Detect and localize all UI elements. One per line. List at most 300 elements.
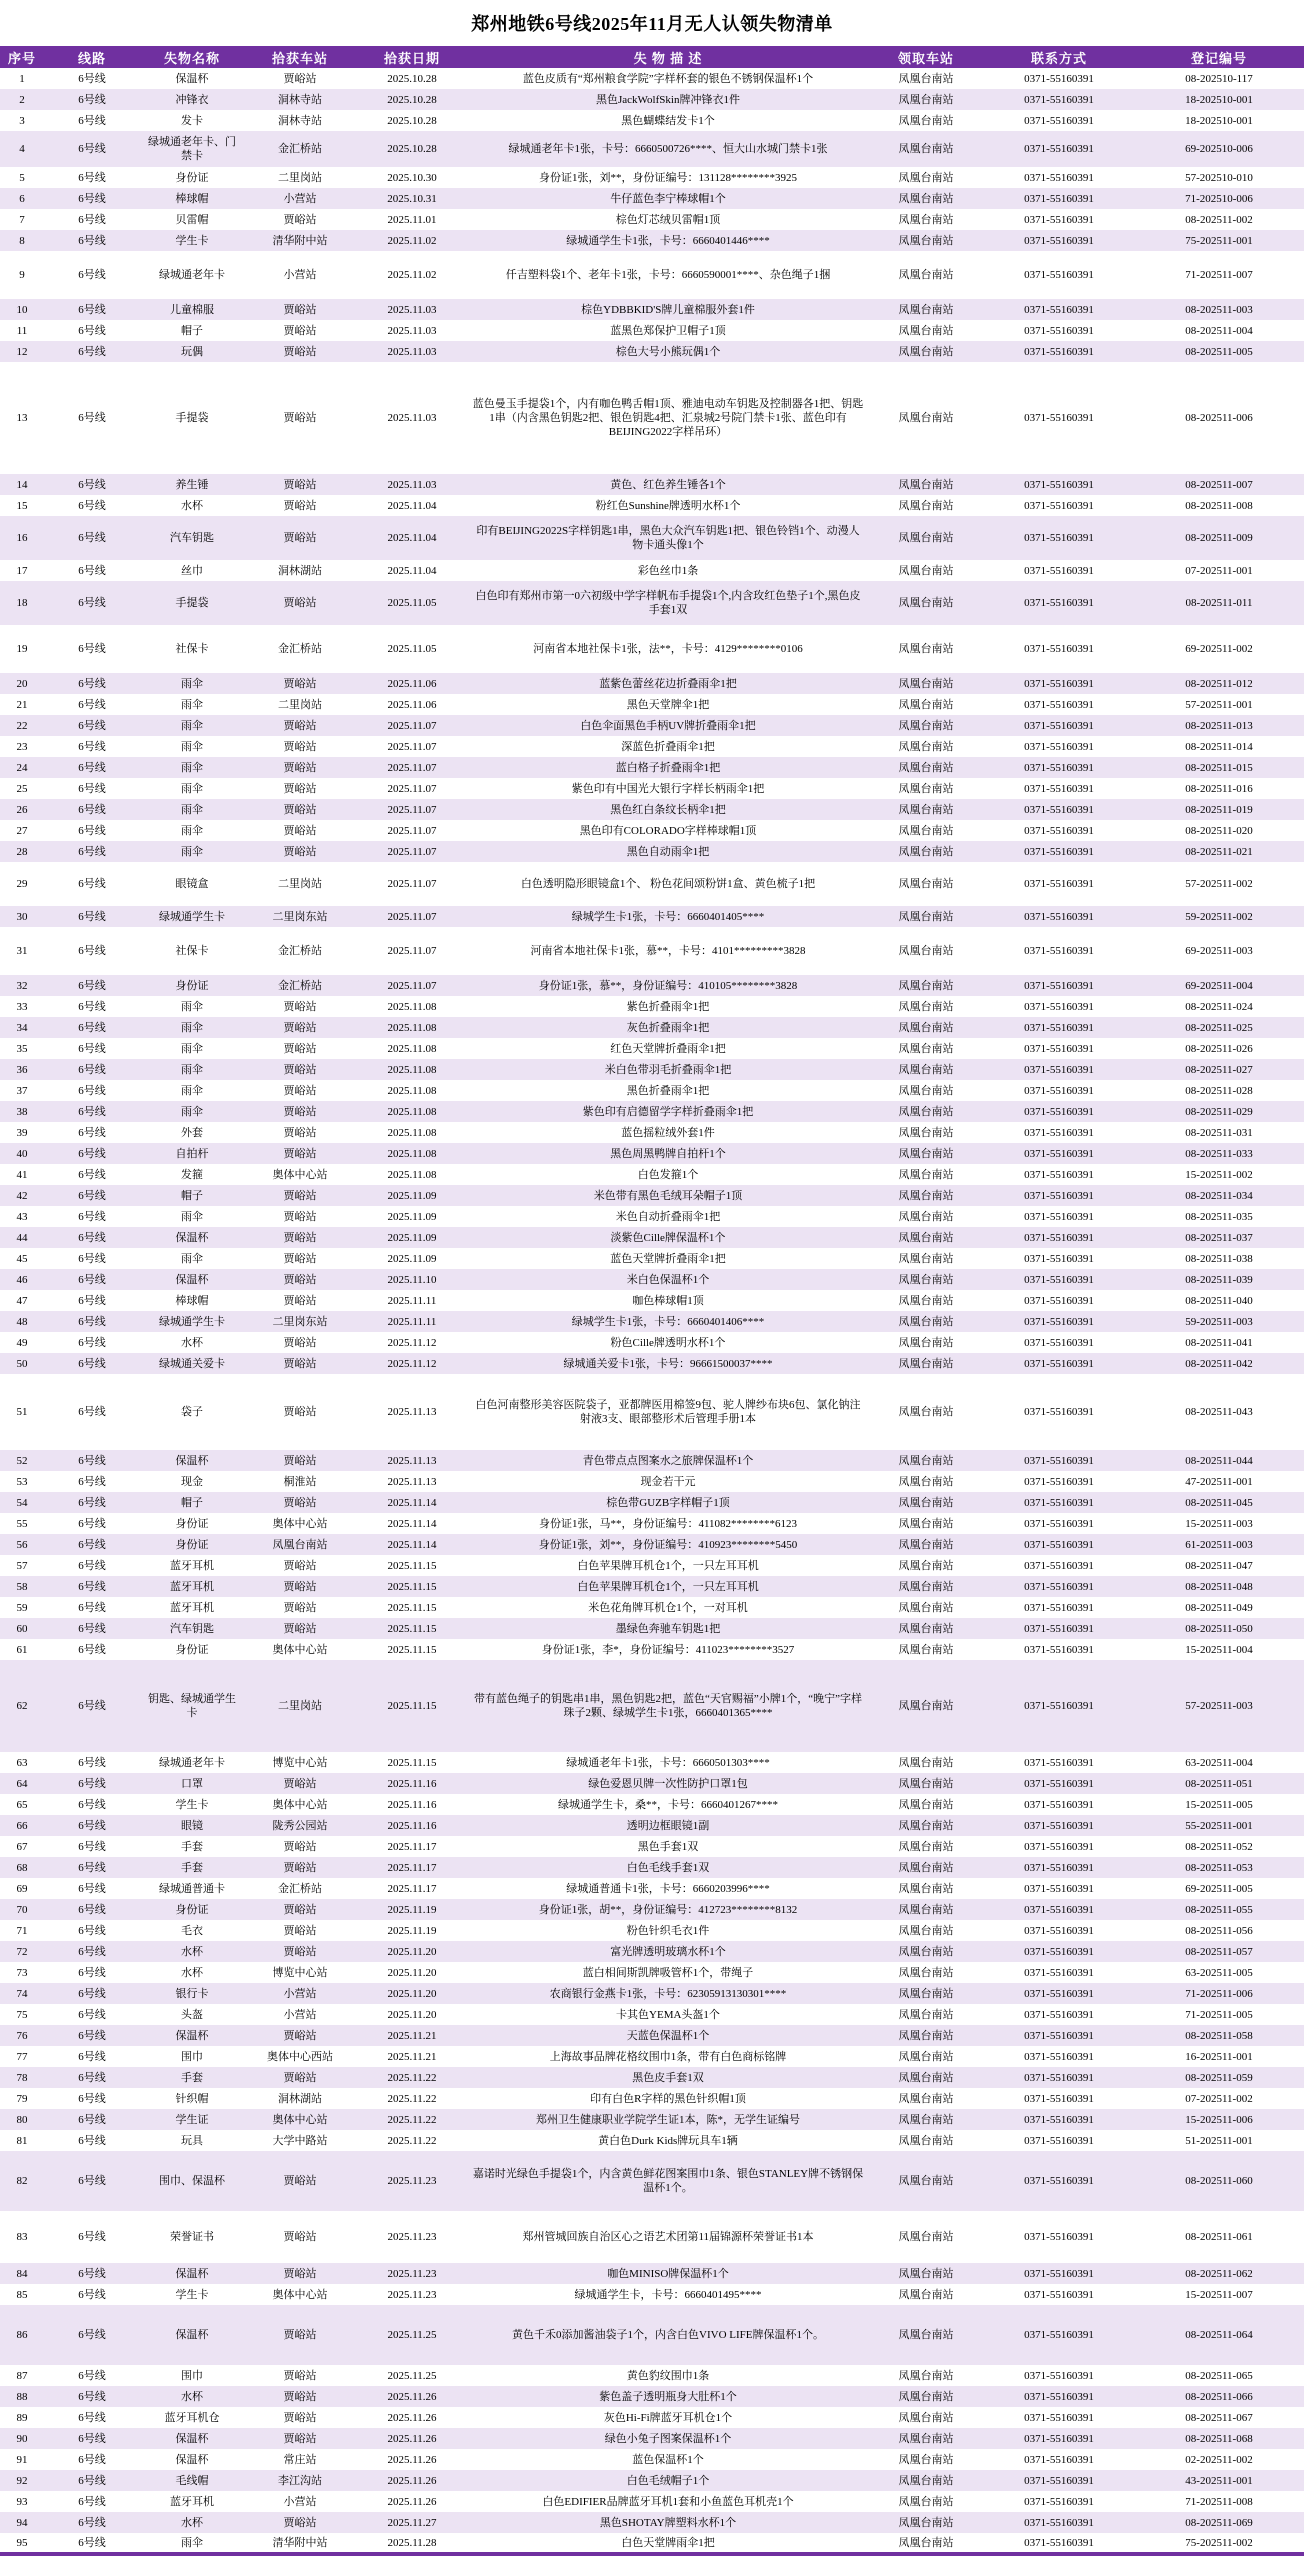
- cell-index: 58: [16, 1580, 28, 1593]
- cell-description: 粉色Cille牌透明水杯1个: [610, 1336, 726, 1349]
- cell-line: 6号线: [78, 1475, 106, 1488]
- cell-line: 6号线: [78, 2092, 106, 2105]
- table-row: [0, 1248, 1304, 1269]
- cell-pickup-station: 凤凰台南站: [898, 2536, 954, 2549]
- cell-found-station: 贾峪站: [283, 1622, 317, 1635]
- cell-contact: 0371-55160391: [1024, 1840, 1094, 1853]
- cell-index: 36: [16, 1063, 28, 1076]
- cell-found-station: 金汇桥站: [278, 979, 322, 992]
- cell-index: 18: [16, 597, 28, 609]
- cell-contact: 0371-55160391: [1024, 1021, 1094, 1034]
- cell-contact: 0371-55160391: [1024, 1168, 1094, 1181]
- cell-index: 79: [16, 2092, 28, 2105]
- cell-description: 身份证1张，李*，身份证编号：411023********3527: [541, 1643, 795, 1656]
- cell-found-station: 贾峪站: [283, 761, 317, 774]
- cell-registration-no: 63-202511-004: [1185, 1756, 1253, 1769]
- cell-pickup-station: 凤凰台南站: [898, 1147, 954, 1160]
- cell-index: 43: [16, 1210, 28, 1223]
- cell-description: 蓝色摇粒绒外套1件: [621, 1126, 715, 1139]
- cell-item-name: 毛线帽: [175, 2474, 209, 2487]
- cell-found-date: 2025.11.26: [387, 2411, 437, 2424]
- table-row: [0, 2263, 1304, 2284]
- table-row: [0, 1555, 1304, 1576]
- cell-line: 6号线: [78, 143, 106, 155]
- cell-index: 10: [16, 303, 28, 316]
- cell-item-name: 雨伞: [181, 782, 203, 795]
- cell-found-date: 2025.11.15: [387, 1756, 437, 1769]
- cell-registration-no: 08-202511-031: [1185, 1126, 1253, 1139]
- cell-registration-no: 08-202511-059: [1185, 2071, 1253, 2084]
- cell-description: 蓝色天堂牌折叠雨伞1把: [610, 1252, 726, 1265]
- cell-pickup-station: 凤凰台南站: [898, 269, 954, 281]
- cell-description: 棕色带GUZB字样帽子1顶: [606, 1496, 730, 1509]
- cell-found-station: 贾峪站: [283, 2267, 317, 2280]
- cell-index: 91: [16, 2453, 28, 2466]
- cell-line: 6号线: [78, 499, 106, 512]
- cell-index: 8: [19, 234, 25, 247]
- col-header-description: 失 物 描 述: [468, 46, 868, 68]
- cell-registration-no: 15-202511-006: [1185, 2113, 1253, 2126]
- cell-description: 白色发箍1个: [637, 1168, 699, 1181]
- cell-found-station: 奥体中心站: [272, 2113, 328, 2126]
- cell-index: 93: [16, 2495, 28, 2508]
- cell-line: 6号线: [78, 2495, 106, 2508]
- cell-line: 6号线: [78, 345, 106, 358]
- cell-index: 26: [16, 803, 28, 816]
- cell-found-date: 2025.11.19: [387, 1903, 437, 1916]
- cell-index: 84: [16, 2267, 28, 2280]
- cell-pickup-station: 凤凰台南站: [898, 1840, 954, 1853]
- cell-pickup-station: 凤凰台南站: [898, 564, 954, 577]
- cell-found-station: 贾峪站: [283, 1840, 317, 1853]
- cell-pickup-station: 凤凰台南站: [898, 1700, 954, 1712]
- cell-description: 蓝白格子折叠雨伞1把: [615, 761, 721, 774]
- table-row: [0, 68, 1304, 89]
- cell-contact: 0371-55160391: [1024, 1559, 1094, 1572]
- cell-line: 6号线: [78, 324, 106, 337]
- cell-found-station: 贾峪站: [283, 1063, 317, 1076]
- table-row: [0, 1311, 1304, 1332]
- cell-index: 29: [16, 878, 28, 890]
- table-row: [0, 841, 1304, 862]
- cell-registration-no: 08-202511-067: [1185, 2411, 1253, 2424]
- cell-contact: 0371-55160391: [1024, 1777, 1094, 1790]
- cell-pickup-station: 凤凰台南站: [898, 2288, 954, 2301]
- cell-description: 蓝黑色郑保护卫帽子1顶: [610, 324, 726, 337]
- cell-description: 农商银行金燕卡1张，卡号：62305913130301****: [549, 1987, 787, 2000]
- table-row: [0, 209, 1304, 230]
- table-row: [0, 1185, 1304, 1206]
- cell-registration-no: 08-202511-066: [1185, 2390, 1253, 2403]
- cell-contact: 0371-55160391: [1024, 114, 1094, 127]
- cell-description: 白色EDIFIER品牌蓝牙耳机1套和小鱼蓝色耳机壳1个: [542, 2495, 794, 2508]
- cell-contact: 0371-55160391: [1024, 2008, 1094, 2021]
- cell-description: 白色河南整形美容医院袋子，亚都牌医用棉签9包、驼人牌纱布块6包、氯化钠注射液3支、眼部整形术后管理手册1本: [475, 1399, 861, 1425]
- cell-found-station: 奥体中心站: [272, 1517, 328, 1530]
- cell-description: 米白色带羽毛折叠雨伞1把: [604, 1063, 732, 1076]
- cell-item-name: 围巾、保温杯: [159, 2175, 225, 2187]
- cell-item-name: 雨伞: [181, 761, 203, 774]
- cell-contact: 0371-55160391: [1024, 643, 1094, 655]
- cell-description: 郑州管城回族自治区心之语艺术团第11届锦源杯荣誉证书1本: [522, 2231, 814, 2243]
- cell-line: 6号线: [78, 878, 106, 890]
- table-row: [0, 2211, 1304, 2263]
- cell-description: 黑色皮手套1双: [632, 2071, 704, 2084]
- cell-contact: 0371-55160391: [1024, 910, 1094, 923]
- cell-line: 6号线: [78, 303, 106, 316]
- cell-contact: 0371-55160391: [1024, 1517, 1094, 1530]
- col-header-registration-no: 登记编号: [1134, 46, 1304, 68]
- cell-description: 河南省本地社保卡1张，慕**，卡号：4101*********3828: [530, 945, 806, 957]
- cell-item-name: 雨伞: [181, 803, 203, 816]
- table-row: [0, 1471, 1304, 1492]
- cell-description: 青色带点点图案水之旅牌保温杯1个: [582, 1454, 754, 1467]
- cell-line: 6号线: [78, 1454, 106, 1467]
- lost-items-table: [0, 46, 1304, 2556]
- cell-found-date: 2025.11.21: [387, 2029, 437, 2042]
- cell-pickup-station: 凤凰台南站: [898, 2495, 954, 2508]
- cell-index: 16: [16, 532, 28, 544]
- table-row: [0, 927, 1304, 975]
- cell-found-date: 2025.11.23: [387, 2231, 437, 2243]
- table-row: [0, 474, 1304, 495]
- cell-registration-no: 18-202510-001: [1185, 93, 1253, 106]
- cell-description: 蓝色曼玉手提袋1个，内有咖色鸭舌帽1顶、雅迪电动车钥匙及控制器各1把、钥匙1串（内含黑色钥匙2把、银色钥匙4把、汇泉城2号院门禁卡1张、蓝色印有BEIJING2022字样吊环）: [472, 398, 864, 438]
- cell-index: 61: [16, 1643, 28, 1656]
- cell-pickup-station: 凤凰台南站: [898, 1538, 954, 1551]
- col-header-line: 线路: [44, 46, 140, 68]
- cell-index: 89: [16, 2411, 28, 2424]
- cell-found-date: 2025.11.05: [387, 643, 437, 655]
- table-row: [0, 736, 1304, 757]
- cell-index: 3: [19, 114, 25, 127]
- cell-found-station: 奥体中心西站: [267, 2050, 333, 2063]
- cell-pickup-station: 凤凰台南站: [898, 1882, 954, 1895]
- cell-found-date: 2025.11.09: [387, 1210, 437, 1223]
- cell-found-date: 2025.11.06: [387, 698, 437, 711]
- table-row: [0, 1899, 1304, 1920]
- cell-pickup-station: 凤凰台南站: [898, 1273, 954, 1286]
- cell-registration-no: 71-202511-008: [1185, 2495, 1253, 2508]
- cell-found-station: 小营站: [283, 2008, 317, 2021]
- cell-registration-no: 57-202511-002: [1185, 878, 1253, 890]
- cell-pickup-station: 凤凰台南站: [898, 1580, 954, 1593]
- cell-pickup-station: 凤凰台南站: [898, 1454, 954, 1467]
- cell-contact: 0371-55160391: [1024, 1945, 1094, 1958]
- cell-item-name: 蓝牙耳机: [170, 1601, 214, 1614]
- cell-found-station: 贾峪站: [283, 1903, 317, 1916]
- cell-item-name: 手套: [181, 1861, 203, 1874]
- cell-line: 6号线: [78, 1559, 106, 1572]
- cell-line: 6号线: [78, 72, 106, 85]
- cell-pickup-station: 凤凰台南站: [898, 2329, 954, 2341]
- cell-found-date: 2025.11.07: [387, 803, 437, 816]
- cell-index: 48: [16, 1315, 28, 1328]
- cell-found-date: 2025.11.09: [387, 1189, 437, 1202]
- cell-registration-no: 08-202511-014: [1185, 740, 1253, 753]
- cell-registration-no: 08-202511-058: [1185, 2029, 1253, 2042]
- cell-item-name: 水杯: [181, 2516, 203, 2529]
- cell-description: 绿城通普通卡1张，卡号：6660203996****: [566, 1882, 770, 1895]
- cell-index: 50: [16, 1357, 28, 1370]
- cell-pickup-station: 凤凰台南站: [898, 910, 954, 923]
- cell-found-station: 贾峪站: [283, 412, 317, 424]
- cell-index: 41: [16, 1168, 28, 1181]
- cell-contact: 0371-55160391: [1024, 2329, 1094, 2341]
- cell-registration-no: 08-202511-034: [1185, 1189, 1253, 1202]
- table-row: [0, 581, 1304, 625]
- cell-found-station: 贾峪站: [283, 1147, 317, 1160]
- cell-line: 6号线: [78, 478, 106, 491]
- cell-pickup-station: 凤凰台南站: [898, 597, 954, 609]
- cell-found-date: 2025.11.25: [387, 2369, 437, 2382]
- cell-registration-no: 08-202511-043: [1185, 1406, 1253, 1418]
- cell-found-station: 贾峪站: [283, 1336, 317, 1349]
- cell-index: 31: [16, 945, 28, 957]
- cell-description: 黑色红白条纹长柄伞1把: [610, 803, 726, 816]
- table-row: [0, 251, 1304, 299]
- cell-found-date: 2025.11.20: [387, 2008, 437, 2021]
- table-row: [0, 757, 1304, 778]
- cell-found-date: 2025.11.07: [387, 945, 437, 957]
- cell-line: 6号线: [78, 1798, 106, 1811]
- cell-registration-no: 08-202511-013: [1185, 719, 1253, 732]
- cell-pickup-station: 凤凰台南站: [898, 303, 954, 316]
- cell-pickup-station: 凤凰台南站: [898, 1496, 954, 1509]
- cell-pickup-station: 凤凰台南站: [898, 2432, 954, 2445]
- cell-item-name: 保温杯: [175, 2267, 209, 2280]
- cell-contact: 0371-55160391: [1024, 1406, 1094, 1418]
- cell-item-name: 围巾: [181, 2050, 203, 2063]
- cell-contact: 0371-55160391: [1024, 1315, 1094, 1328]
- cell-found-station: 贾峪站: [283, 1231, 317, 1244]
- cell-found-date: 2025.11.20: [387, 1987, 437, 2000]
- col-header-pickup-station: 领取车站: [868, 46, 984, 68]
- cell-item-name: 钥匙、绿城通学生卡: [148, 1693, 236, 1719]
- cell-description: 绿城通学生卡，桑**，卡号：6660401267****: [558, 1798, 778, 1811]
- cell-registration-no: 15-202511-002: [1185, 1168, 1253, 1181]
- cell-registration-no: 57-202511-003: [1185, 1700, 1253, 1712]
- cell-contact: 0371-55160391: [1024, 945, 1094, 957]
- cell-item-name: 雨伞: [181, 677, 203, 690]
- cell-contact: 0371-55160391: [1024, 1861, 1094, 1874]
- cell-index: 37: [16, 1084, 28, 1097]
- cell-line: 6号线: [78, 2453, 106, 2466]
- cell-found-station: 小营站: [283, 1987, 317, 2000]
- cell-index: 39: [16, 1126, 28, 1139]
- cell-registration-no: 08-202511-064: [1185, 2329, 1253, 2341]
- cell-item-name: 社保卡: [175, 643, 209, 655]
- table-row: [0, 2428, 1304, 2449]
- cell-found-station: 贾峪站: [283, 740, 317, 753]
- cell-index: 45: [16, 1252, 28, 1265]
- cell-pickup-station: 凤凰台南站: [898, 1559, 954, 1572]
- cell-contact: 0371-55160391: [1024, 2516, 1094, 2529]
- cell-description: 棕色灯芯绒贝雷帽1顶: [615, 213, 721, 226]
- cell-pickup-station: 凤凰台南站: [898, 1126, 954, 1139]
- cell-index: 57: [16, 1559, 28, 1572]
- cell-index: 70: [16, 1903, 28, 1916]
- cell-found-station: 贾峪站: [283, 1454, 317, 1467]
- cell-index: 71: [16, 1924, 28, 1937]
- cell-pickup-station: 凤凰台南站: [898, 677, 954, 690]
- page-title: 郑州地铁6号线2025年11月无人认领失物清单: [471, 14, 833, 34]
- table-row: [0, 1143, 1304, 1164]
- cell-pickup-station: 凤凰台南站: [898, 2071, 954, 2084]
- cell-description: 黑色SHOTAY牌塑料水杯1个: [599, 2516, 737, 2529]
- cell-registration-no: 08-202511-020: [1185, 824, 1253, 837]
- cell-contact: 0371-55160391: [1024, 478, 1094, 491]
- cell-index: 62: [16, 1700, 28, 1712]
- cell-contact: 0371-55160391: [1024, 1580, 1094, 1593]
- cell-found-date: 2025.11.23: [387, 2288, 437, 2301]
- cell-registration-no: 08-202511-035: [1185, 1210, 1253, 1223]
- cell-line: 6号线: [78, 910, 106, 923]
- cell-index: 11: [16, 324, 28, 337]
- table-row: [0, 715, 1304, 736]
- cell-line: 6号线: [78, 1042, 106, 1055]
- cell-index: 83: [16, 2231, 28, 2243]
- cell-found-date: 2025.11.08: [387, 1042, 437, 1055]
- table-row: [0, 1164, 1304, 1185]
- cell-description: 印有BEIJING2022S字样钥匙1串，黑色大众汽车钥匙1把、银色铃铛1个、动漫人物卡通头像1个: [476, 525, 860, 551]
- cell-contact: 0371-55160391: [1024, 2050, 1094, 2063]
- cell-registration-no: 63-202511-005: [1185, 1966, 1253, 1979]
- cell-contact: 0371-55160391: [1024, 1084, 1094, 1097]
- cell-line: 6号线: [78, 2288, 106, 2301]
- table-row: [0, 1332, 1304, 1353]
- table-row: [0, 230, 1304, 251]
- table-row: [0, 1983, 1304, 2004]
- cell-item-name: 雨伞: [181, 2536, 203, 2549]
- cell-line: 6号线: [78, 1252, 106, 1265]
- cell-item-name: 水杯: [181, 1966, 203, 1979]
- cell-item-name: 保温杯: [175, 1273, 209, 1286]
- cell-found-station: 清华附中站: [272, 2536, 328, 2549]
- cell-found-date: 2025.11.25: [387, 2329, 437, 2341]
- table-row: [0, 1534, 1304, 1555]
- cell-line: 6号线: [78, 213, 106, 226]
- table-row: [0, 2004, 1304, 2025]
- cell-contact: 0371-55160391: [1024, 2536, 1094, 2549]
- table-row: [0, 1101, 1304, 1122]
- cell-pickup-station: 凤凰台南站: [898, 2390, 954, 2403]
- cell-found-date: 2025.11.03: [387, 412, 437, 424]
- cell-description: 黄白色Durk Kids牌玩具车1辆: [598, 2134, 738, 2147]
- cell-line: 6号线: [78, 2536, 106, 2549]
- cell-index: 30: [16, 910, 28, 923]
- cell-registration-no: 08-202511-028: [1185, 1084, 1253, 1097]
- cell-index: 75: [16, 2008, 28, 2021]
- table-row: [0, 1017, 1304, 1038]
- cell-contact: 0371-55160391: [1024, 698, 1094, 711]
- cell-registration-no: 16-202511-001: [1185, 2050, 1253, 2063]
- cell-description: 蓝色皮质有“郑州粮食学院”字样杯套的银色不锈钢保温杯1个: [522, 72, 814, 85]
- cell-pickup-station: 凤凰台南站: [898, 2050, 954, 2063]
- cell-contact: 0371-55160391: [1024, 72, 1094, 85]
- cell-index: 7: [19, 213, 25, 226]
- cell-found-date: 2025.11.08: [387, 1126, 437, 1139]
- cell-line: 6号线: [78, 1336, 106, 1349]
- cell-description: 卡其色YEMA头盔1个: [616, 2008, 720, 2021]
- cell-index: 82: [16, 2175, 28, 2187]
- cell-item-name: 帽子: [181, 324, 203, 337]
- cell-pickup-station: 凤凰台南站: [898, 719, 954, 732]
- cell-item-name: 保温杯: [175, 2453, 209, 2466]
- cell-found-date: 2025.11.26: [387, 2432, 437, 2445]
- cell-registration-no: 08-202511-033: [1185, 1147, 1253, 1160]
- cell-registration-no: 69-202511-005: [1185, 1882, 1253, 1895]
- cell-contact: 0371-55160391: [1024, 1336, 1094, 1349]
- cell-line: 6号线: [78, 2267, 106, 2280]
- cell-pickup-station: 凤凰台南站: [898, 114, 954, 127]
- cell-found-date: 2025.11.22: [387, 2113, 437, 2126]
- cell-found-station: 常庄站: [283, 2453, 317, 2466]
- cell-index: 66: [16, 1819, 28, 1832]
- cell-found-station: 小营站: [283, 269, 317, 281]
- cell-found-station: 贾峪站: [283, 2175, 317, 2187]
- cell-pickup-station: 凤凰台南站: [898, 2516, 954, 2529]
- cell-contact: 0371-55160391: [1024, 2029, 1094, 2042]
- cell-registration-no: 08-202511-003: [1185, 303, 1253, 316]
- cell-registration-no: 08-202511-069: [1185, 2516, 1253, 2529]
- table-row: [0, 2151, 1304, 2211]
- cell-description: 粉色针织毛衣1件: [626, 1924, 710, 1937]
- cell-item-name: 口罩: [181, 1777, 203, 1790]
- cell-line: 6号线: [78, 2113, 106, 2126]
- table-row: [0, 1374, 1304, 1450]
- cell-found-date: 2025.11.08: [387, 1084, 437, 1097]
- cell-pickup-station: 凤凰台南站: [898, 1315, 954, 1328]
- cell-registration-no: 08-202511-006: [1185, 412, 1253, 424]
- table-row: [0, 694, 1304, 715]
- cell-pickup-station: 凤凰台南站: [898, 2008, 954, 2021]
- cell-index: 65: [16, 1798, 28, 1811]
- cell-registration-no: 57-202510-010: [1185, 171, 1253, 184]
- cell-found-date: 2025.11.28: [387, 2536, 437, 2549]
- cell-item-name: 荣誉证书: [170, 2231, 214, 2243]
- cell-contact: 0371-55160391: [1024, 597, 1094, 609]
- cell-found-date: 2025.11.22: [387, 2071, 437, 2084]
- cell-contact: 0371-55160391: [1024, 2390, 1094, 2403]
- cell-found-station: 贾峪站: [283, 1084, 317, 1097]
- cell-found-station: 李江沟站: [278, 2474, 322, 2487]
- cell-item-name: 帽子: [181, 1189, 203, 1202]
- cell-line: 6号线: [78, 2516, 106, 2529]
- cell-description: 绿城学生卡1张，卡号：6660401405****: [571, 910, 765, 923]
- cell-item-name: 玩偶: [181, 345, 203, 358]
- cell-item-name: 学生卡: [175, 234, 209, 247]
- cell-description: 米白色保温杯1个: [626, 1273, 710, 1286]
- cell-item-name: 汽车钥匙: [170, 532, 214, 544]
- cell-registration-no: 08-202511-025: [1185, 1021, 1253, 1034]
- cell-item-name: 针织帽: [175, 2092, 209, 2105]
- cell-item-name: 水杯: [181, 1336, 203, 1349]
- cell-item-name: 社保卡: [175, 945, 209, 957]
- table-row: [0, 862, 1304, 906]
- cell-item-name: 保温杯: [175, 2329, 209, 2341]
- cell-description: 带有蓝色绳子的钥匙串1串，黑色钥匙2把，蓝色“天官赐福”小牌1个，“晚宁”字样珠子2颗、绿城学生卡1张，6660401365****: [473, 1693, 863, 1719]
- cell-found-station: 奥体中心站: [272, 1643, 328, 1656]
- cell-found-date: 2025.11.14: [387, 1538, 437, 1551]
- cell-index: 9: [19, 269, 25, 281]
- cell-registration-no: 08-202511-037: [1185, 1231, 1253, 1244]
- cell-found-date: 2025.11.26: [387, 2390, 437, 2403]
- cell-contact: 0371-55160391: [1024, 1756, 1094, 1769]
- cell-found-station: 贾峪站: [283, 597, 317, 609]
- cell-index: 28: [16, 845, 28, 858]
- cell-pickup-station: 凤凰台南站: [898, 1945, 954, 1958]
